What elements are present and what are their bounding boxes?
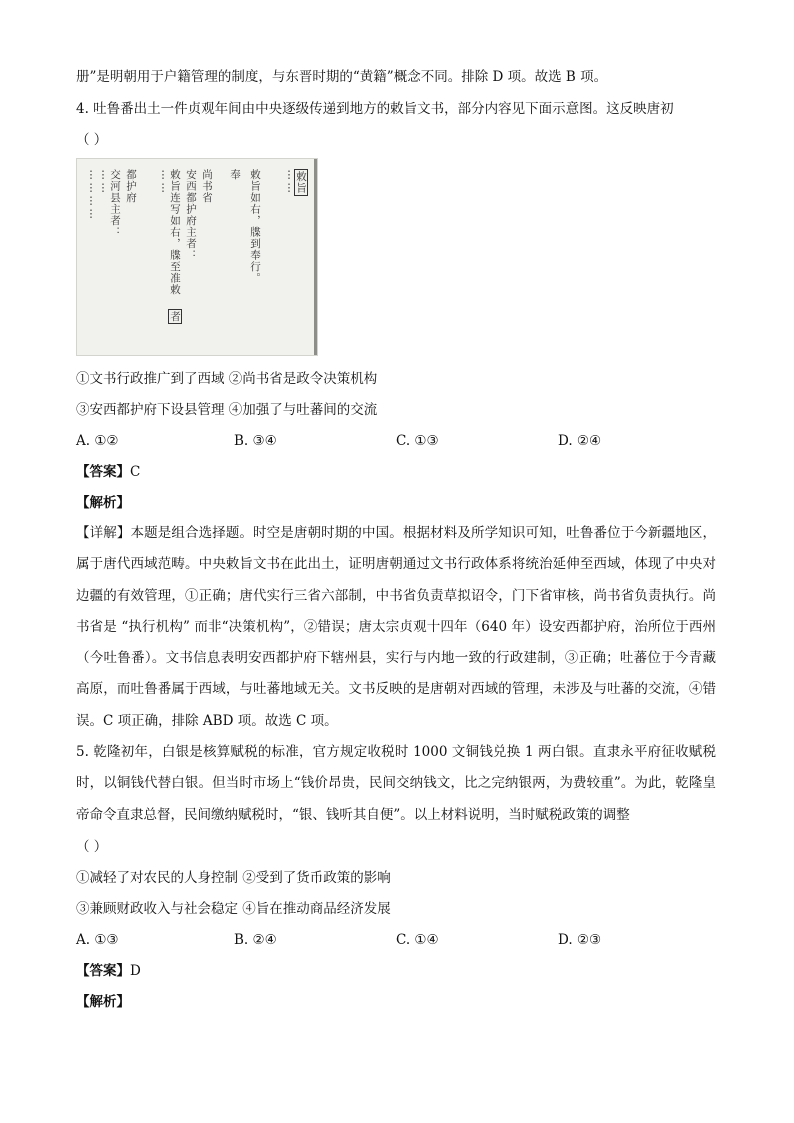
question-4-stem: 4. 吐鲁番出土一件贞观年间由中央逐级传递到地方的敕旨文书，部分内容见下面示意图。这反映唐初 — [76, 101, 674, 117]
figure-col-7-text: 交河县主者： — [109, 169, 121, 238]
question-5-option-d: D. ②③ — [558, 932, 602, 948]
question-4-detail: 【详解】本题是组合选择题。时空是唐朝时期的中国。根据材料及所学知识可知，吐鲁番位于今新疆地区，属于唐代西域范畴。中央敕旨文书在此出土，证明唐朝通过文书行政体系将统治延伸至西域，体现了中央对边疆的有效管理，①正确；唐代实行三省六部制，中书省负责草拟诏令，门下省审核，尚书省负责执行。尚书省是 “执行机构” 而非“决策机构”，②错误；唐太宗贞观十四年（640 年）设安西都护府，治所位于西州（今吐鲁番）。文书信息表明安西都护府下辖州县，实行与内地一致的行政建制，③正确；吐蕃位于今青藏高原，而吐鲁番属于西域，与吐蕃地域无关。文书反映的是唐朝对西域的管理，未涉及与吐蕃的交流，④错误。C 项正确，排除 ABD 项。故选 C 项。 — [76, 525, 716, 729]
question-5-statements-1: ①减轻了对农民的人身控制 ②受到了货币政策的影响 — [76, 870, 391, 886]
figure-col-5-box: 者 — [169, 310, 181, 322]
figure-col-edict — [283, 169, 307, 196]
question-4-option-d: D. ②④ — [558, 433, 602, 449]
question-4-option-c: C. ①③ — [396, 433, 439, 449]
figure-col-5-dots: ⋮⋮ — [157, 169, 169, 195]
figure-edict-box: 敕旨 — [295, 171, 307, 194]
figure-col-5 — [157, 169, 181, 324]
question-4-statements-2: ③安西都护府下设县管理 ④加强了与吐蕃间的交流 — [76, 402, 378, 418]
question-5-option-a: A. ①③ — [76, 932, 119, 948]
question-5-paren: （ ） — [76, 839, 108, 855]
figure-col-3: 尚书省 — [201, 169, 213, 204]
question-4-option-a: A. ①② — [76, 433, 119, 449]
figure-col-5-text: 敕旨连写如右，牒至准敕 — [169, 169, 181, 296]
figure-col-7 — [97, 169, 121, 238]
question-4-option-b: B. ③④ — [234, 433, 277, 449]
answer-label: 【答案】 — [76, 464, 130, 480]
question-4-paren: （ ） — [76, 132, 108, 148]
figure-col-4: 安西都护府主者： — [185, 169, 197, 261]
answer-value: C — [130, 464, 141, 480]
figure-col-8: ⋮⋮⋮⋮ — [85, 169, 97, 221]
figure-col-2: 敕旨如右，牒到奉行。 — [249, 169, 261, 284]
figure-edge — [314, 159, 317, 355]
question-5-answer — [76, 962, 141, 980]
question-5-analysis-label: 【解析】 — [76, 994, 130, 1010]
question-4-statements-1: ①文书行政推广到了西域 ②尚书省是政令决策机构 — [76, 371, 378, 387]
carryover-line: 册”是明朝用于户籍管理的制度，与东晋时期的“黄籍”概念不同。排除 D 项。故选 B 项。 — [76, 69, 608, 85]
question-4-analysis-label: 【解析】 — [76, 495, 130, 511]
edict-document-figure — [76, 158, 318, 356]
figure-dots: ⋮⋮ — [283, 169, 295, 195]
question-5-stem: 5. 乾隆初年，白银是核算赋税的标准，官方规定收税时 1000 文铜钱兑换 1 两白银。直隶永平府征收赋税时，以铜钱代替白银。但当时市场上“钱价昂贵，民间交纳钱文，比之完纳银两，为费较重”。为此，乾隆皇帝命令直隶总督，民间缴纳赋税时，“银、钱听其自便”。以上材料说明，当时赋税政策的调整 — [76, 744, 716, 823]
figure-col-3a: 奉 — [229, 169, 241, 181]
question-4-answer — [76, 463, 140, 481]
figure-col-6: 都护府 — [125, 169, 137, 204]
question-5-option-c: C. ①④ — [396, 932, 439, 948]
answer-label: 【答案】 — [76, 963, 130, 979]
question-5-statements-2: ③兼顾财政收入与社会稳定 ④旨在推动商品经济发展 — [76, 901, 391, 917]
answer-value: D — [130, 963, 141, 979]
figure-col-7-dots: ⋮⋮ — [97, 169, 109, 195]
question-5-option-b: B. ②④ — [234, 932, 277, 948]
